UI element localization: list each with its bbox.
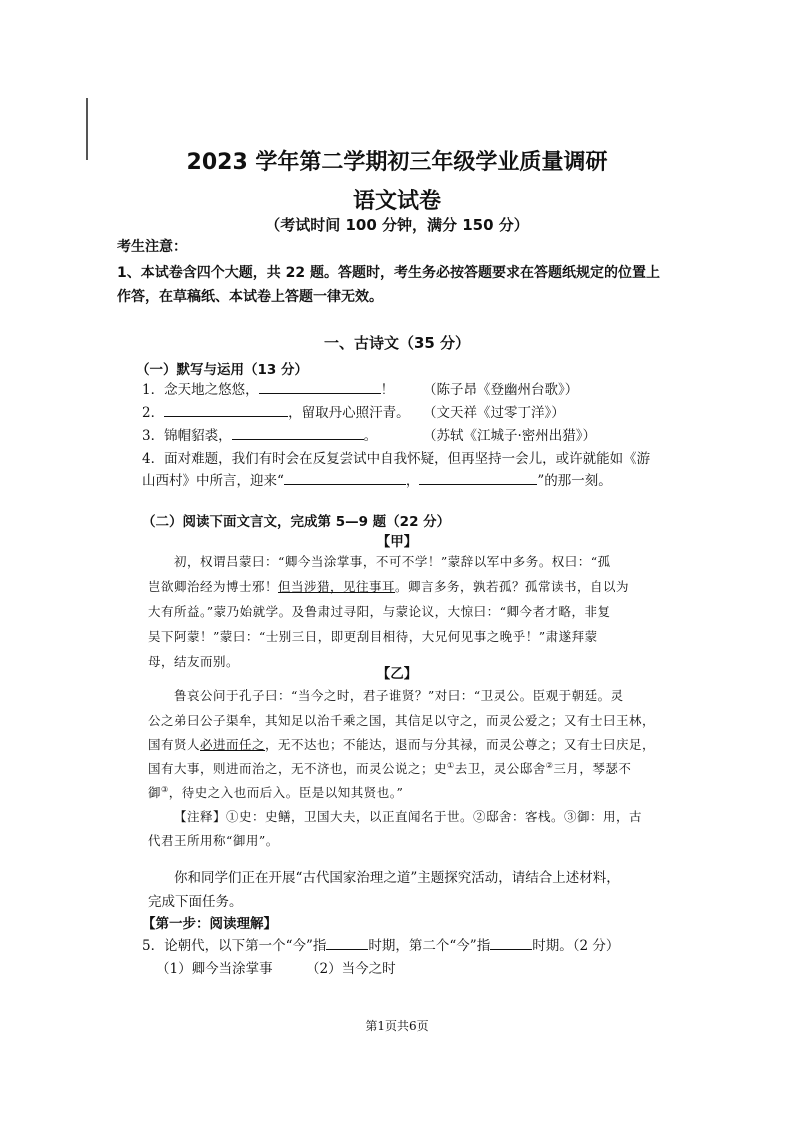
page-number: 第1页共6页	[365, 1019, 429, 1033]
q1-text: 1．念天地之悠悠，	[142, 382, 259, 398]
exam-title: 2023 学年第二学期初三年级学业质量调研	[186, 150, 608, 175]
q3-answer-blank[interactable]	[232, 439, 364, 440]
yi-line-2: 公之弟曰公子渠牟，其知足以治千乘之国，其信足以守之，而灵公爱之；又有士曰王林，	[148, 713, 656, 728]
q3-text: 3．锦帽貂裘，	[142, 428, 232, 444]
q5-answer-blank-2[interactable]	[490, 949, 532, 950]
question-5	[142, 934, 619, 954]
passage-yi-label: 【乙】	[376, 666, 418, 682]
q5-option-2: （2）当今之时	[306, 961, 396, 977]
task-intro-line-1: 你和同学们正在开展“古代国家治理之道”主题探究活动，请结合上述材料，	[174, 870, 620, 886]
note-mark-1: ①	[447, 760, 455, 770]
q4-text: 山西村》中所言，迎来“	[142, 473, 284, 489]
question-4-line-2	[142, 469, 612, 489]
step-1-heading: 【第一步：阅读理解】	[142, 916, 277, 932]
note-mark-2: ②	[545, 760, 554, 770]
q1-source: （陈子昂《登幽州台歌》）	[423, 382, 579, 398]
question-2	[142, 401, 410, 421]
yi-line-3-b: ，无不达也；不能达，退而与分其禄，而灵公尊之；又有士曰庆足，	[265, 737, 656, 752]
yi-line-4-c: 三月，琴瑟不	[553, 761, 632, 776]
jia-line-2-a: 岂欲卿治经为博士邪！	[148, 579, 279, 594]
yi-underlined-phrase: 必进而任之	[200, 737, 266, 752]
passage-jia-label: 【甲】	[376, 534, 418, 550]
q4-end: ”的那一刻。	[537, 473, 612, 489]
q4-answer-blank-2[interactable]	[419, 484, 537, 485]
yi-line-5-a: 御	[148, 785, 162, 800]
yi-line-1: 鲁哀公问于孔子曰：“当今之时，君子谁贤？”对曰：“卫灵公。臣观于朝廷。灵	[174, 688, 624, 703]
part-2-heading: （二）阅读下面文言文，完成第 5—9 题（22 分）	[142, 514, 451, 530]
q3-end: 。	[363, 428, 378, 444]
yi-line-3-a: 国有贤人	[148, 737, 201, 752]
task-intro-line-2: 完成下面任务。	[148, 894, 243, 910]
jia-underlined-phrase: 但当涉猎，见往事耳	[278, 579, 396, 594]
jia-line-5: 母，结友而别。	[148, 654, 240, 669]
part-1-heading: （一）默写与运用（13 分）	[136, 362, 308, 378]
jia-line-2	[148, 577, 629, 595]
q1-end: ！	[380, 382, 395, 398]
exam-time-info: （考试时间 100 分钟，满分 150 分）	[265, 216, 529, 234]
question-1	[142, 378, 394, 398]
q4-comma: ，	[405, 473, 420, 489]
notice-line-1: 1、本试卷含四个大题，共 22 题。答题时，考生务必按答题要求在答题纸规定的位置上	[117, 265, 660, 281]
question-4-line-1: 4．面对难题，我们有时会在反复尝试中自我怀疑，但再坚持一会儿，或许就能如《游	[142, 451, 651, 467]
q2-source: （文天祥《过零丁洋》）	[423, 405, 565, 421]
q5-option-1: （1）卿今当涂掌事	[156, 961, 273, 977]
q5-text-c: 时期。（2 分）	[532, 938, 620, 954]
notice-heading: 考生注意：	[117, 239, 187, 255]
notice-line-2: 作答，在草稿纸、本试卷上答题一律无效。	[117, 289, 383, 305]
yi-line-5-b: ，待史之入也而后入。臣是以知其贤也。”	[168, 785, 404, 800]
exam-subject: 语文试卷	[352, 189, 441, 214]
notes-line-2: 代君王所用称“御用”。	[148, 833, 279, 848]
q1-answer-blank[interactable]	[259, 393, 381, 394]
question-3	[142, 424, 377, 444]
jia-line-2-b: 。卿言多务，孰若孤？孤常读书，自以为	[395, 579, 630, 594]
yi-line-4-a: 国有大事，则进而治之，无不济也，而灵公说之；史	[148, 761, 448, 776]
q2-number: 2．	[142, 405, 165, 421]
note-mark-3: ③	[161, 784, 169, 794]
yi-line-5	[148, 783, 403, 801]
q5-text-a: 5．论朝代，以下第一个“今”指	[142, 938, 327, 954]
jia-line-4: 吴下阿蒙！”蒙曰：“士别三日，即更刮目相待，大兄何见事之晚乎！”肃遂拜蒙	[148, 629, 598, 644]
q5-text-b: 时期，第二个“今”指	[368, 938, 491, 954]
q2-answer-blank[interactable]	[164, 416, 288, 417]
section-1-heading: 一、古诗文（35 分）	[323, 334, 471, 352]
notes-line-1: 【注释】①史：史鳝，卫国大夫，以正直闻名于世。②邸舍：客栈。③御：用，古	[174, 809, 643, 824]
jia-line-1: 初，权谓吕蒙曰：“卿今当涂掌事，不可不学！”蒙辞以军中多务。权曰：“孤	[174, 554, 611, 569]
yi-line-4-b: 去卫，灵公邸舍	[454, 761, 546, 776]
q5-answer-blank-1[interactable]	[326, 949, 368, 950]
q4-answer-blank-1[interactable]	[284, 484, 406, 485]
q3-source: （苏轼《江城子·密州出猎》）	[423, 428, 597, 444]
q2-text: ，留取丹心照汗青。	[288, 405, 410, 421]
yi-line-3	[148, 735, 655, 753]
yi-line-4	[148, 759, 631, 777]
jia-line-3: 大有所益。”蒙乃始就学。及鲁肃过寻阳，与蒙论议，大惊曰：“卿今者才略，非复	[148, 604, 611, 619]
